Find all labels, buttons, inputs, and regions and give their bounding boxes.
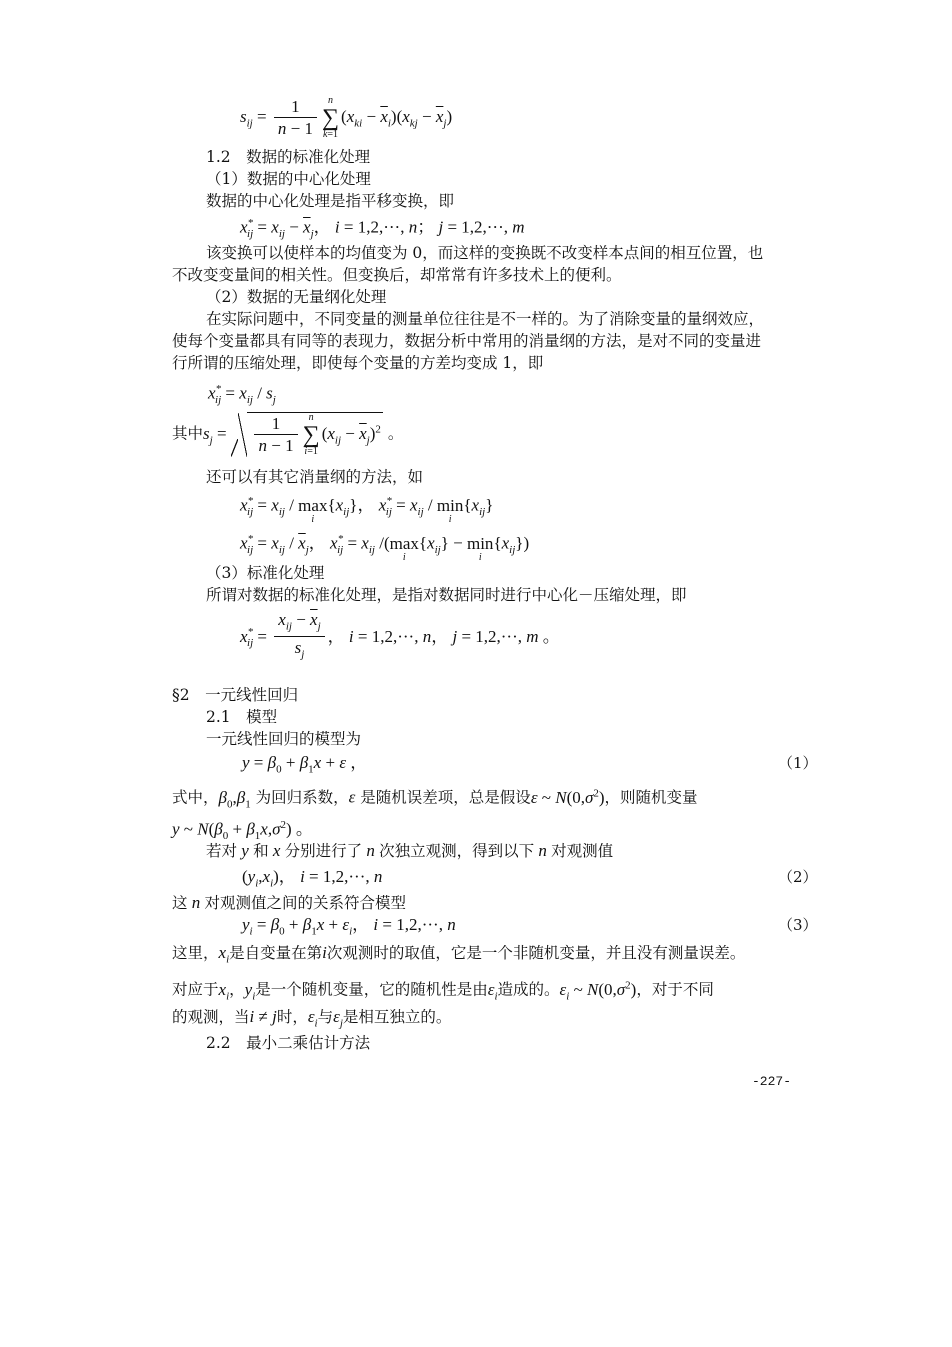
text-fragment: 次观测时的取值，它是一个非随机变量，并且没有测量误差。 bbox=[326, 944, 746, 962]
max-min-formulas: $x^*_{ij} = x_{ij} / \max$ i $\{x_{ij}\}$， $x^*_{ij} = x_{ij} / \min$ i $\{x_{ij}\}$ bbox=[240, 495, 494, 525]
centering-explanation-1: 该变换可以使样本的均值变为 0，而这样的变换既不改变样本点间的相互位置，也 bbox=[206, 244, 764, 262]
heading-2-2: 2.2 最小二乘估计方法 bbox=[206, 1034, 371, 1052]
heading-2-1: 2.1 模型 bbox=[206, 708, 278, 726]
text-fragment: 对观测值之间的关系符合模型 bbox=[204, 894, 407, 912]
std-definition: 其中$s_j$ = $\frac{1}{n - 1}$ n ∑ i=1 $(x_{ij} - \overline{x}_j)^2$ 。 bbox=[172, 412, 404, 457]
model-intro: 一元线性回归的模型为 bbox=[206, 730, 362, 748]
observation-model: $y_i = \beta_0 + \beta_1x + \varepsilon_i$， i = 1,2,···, n bbox=[242, 915, 456, 938]
observation-intro: 若对 y 和 x 分别进行了 n 次独立观测，得到以下 n 对观测值 bbox=[206, 841, 614, 860]
model-explanation: 式中，$\beta_0,\beta_1$ 为回归系数，ε 是随机误差项，总是假设ε ~ $N(0,\sigma^2)$，则随机变量 bbox=[172, 787, 698, 811]
covariance-formula: $s_{ij}$ = $\frac{1}{n - 1}$ n ∑ k=1 $(x_{ki} - \overline{x}_i)(x_{kj} - \overline{x}_j)$ bbox=[240, 95, 453, 140]
dimensionless-para-2: 使每个变量都具有同等的表现力，数据分析中常用的消量纲的方法，是对不同的变量进 bbox=[172, 332, 762, 350]
text-fragment: 时， bbox=[276, 1008, 308, 1026]
relation-intro: 这 n 对观测值之间的关系符合模型 bbox=[172, 893, 407, 912]
text-fragment: 这 bbox=[172, 894, 188, 912]
text-fragment: 为回归系数， bbox=[255, 788, 349, 807]
text-fragment: 对观测值 bbox=[551, 842, 614, 860]
heading-section-2: §2 一元线性回归 bbox=[172, 686, 299, 704]
standardization-formula: $x^*_{ij}$ = $\frac{x_{ij} - \overline{x}_j}{s_j}$ ， i = 1,2,···, n， j = 1,2,···, m 。 bbox=[240, 610, 560, 661]
standardization-title: （3）标准化处理 bbox=[206, 564, 325, 582]
text-fragment: 造成的。 bbox=[497, 980, 560, 999]
equation-number-1: （1） bbox=[778, 754, 818, 772]
text-fragment: 这里， bbox=[172, 944, 219, 962]
standardization-intro: 所谓对数据的标准化处理，是指对数据同时进行中心化－压缩处理，即 bbox=[206, 586, 687, 604]
dimensionless-para-3: 行所谓的压缩处理，即使每个变量的方差均变成 1，即 bbox=[172, 354, 544, 372]
text-fragment: 是随机误差项，总是假设 bbox=[360, 788, 531, 807]
text-fragment: ，则随机变量 bbox=[604, 788, 698, 807]
mean-range-formulas: $x^*_{ij} = x_{ij} / \overline{x}_j$， $x^*_{ij} = x_{ij}$ /(max i $\{x_{ij}\} - \min$ i $\{x_{ij}\}$) bbox=[240, 533, 530, 563]
correspondence-explanation: 对应于$x_i$，$y_i$是一个随机变量，它的随机性是由$\varepsilon_i$造成的。$\varepsilon_i$ ~ $N(0,\sigma^2)$，对于不同 bbox=[172, 979, 714, 1003]
text-fragment: 次独立观测，得到以下 bbox=[379, 842, 535, 860]
where-label: 其中 bbox=[172, 424, 204, 443]
other-methods-intro: 还可以有其它消量纲的方法，如 bbox=[206, 468, 424, 486]
centering-explanation-2: 不改变变量间的相关性。但变换后，却常常有许多技术上的便利。 bbox=[172, 266, 622, 284]
text-fragment: 若对 bbox=[206, 842, 238, 860]
text-fragment: 是自变量在第 bbox=[229, 944, 323, 962]
page-number: -227- bbox=[752, 1074, 792, 1089]
text-fragment: 分别进行了 bbox=[284, 842, 363, 860]
text-fragment: 对应于 bbox=[172, 980, 219, 999]
here-explanation: 这里，$x_i$是自变量在第i次观测时的取值，它是一个非随机变量，并且没有测量误差。 bbox=[172, 943, 746, 966]
observation-pairs: $(y_i,x_i)$， i = 1,2,···, n bbox=[242, 867, 383, 890]
text-fragment: 与 bbox=[317, 1008, 334, 1026]
dimensionless-title: （2）数据的无量纲化处理 bbox=[206, 288, 387, 306]
dimensionless-para-1: 在实际问题中，不同变量的测量单位往往是不一样的。为了消除变量的量纲效应， bbox=[206, 310, 765, 328]
text-fragment: 的观测，当 bbox=[172, 1008, 250, 1026]
text-fragment: 式中， bbox=[172, 788, 219, 807]
centering-formula: $x^*_{ij} = x_{ij} - \overline{x}_j$， i = 1,2,···, n； j = 1,2,···, m bbox=[240, 217, 525, 241]
text-fragment: ，对于不同 bbox=[636, 980, 714, 999]
y-distribution: y ~ $N(\beta_0 + \beta_1x,\sigma^2)$ 。 bbox=[172, 819, 313, 843]
independence-explanation: 的观测，当i ≠ j时，$\varepsilon_i$与$\varepsilon_j$是相互独立的。 bbox=[172, 1007, 452, 1030]
equation-number-3: （3） bbox=[778, 916, 818, 934]
text-fragment: 是相互独立的。 bbox=[342, 1008, 452, 1026]
model-equation: $y = \beta_0 + \beta_1x + \varepsilon$ ， bbox=[242, 753, 368, 776]
text-fragment: 是一个随机变量，它的随机性是由 bbox=[255, 980, 488, 999]
equation-number-2: （2） bbox=[778, 868, 818, 886]
centering-title: （1）数据的中心化处理 bbox=[206, 170, 371, 188]
centering-intro: 数据的中心化处理是指平移变换，即 bbox=[206, 192, 455, 210]
scaling-formula: $x^*_{ij} = x_{ij} / s_j$ bbox=[208, 383, 276, 407]
text-fragment: 和 bbox=[253, 842, 269, 860]
heading-1-2: 1.2 数据的标准化处理 bbox=[206, 148, 371, 166]
